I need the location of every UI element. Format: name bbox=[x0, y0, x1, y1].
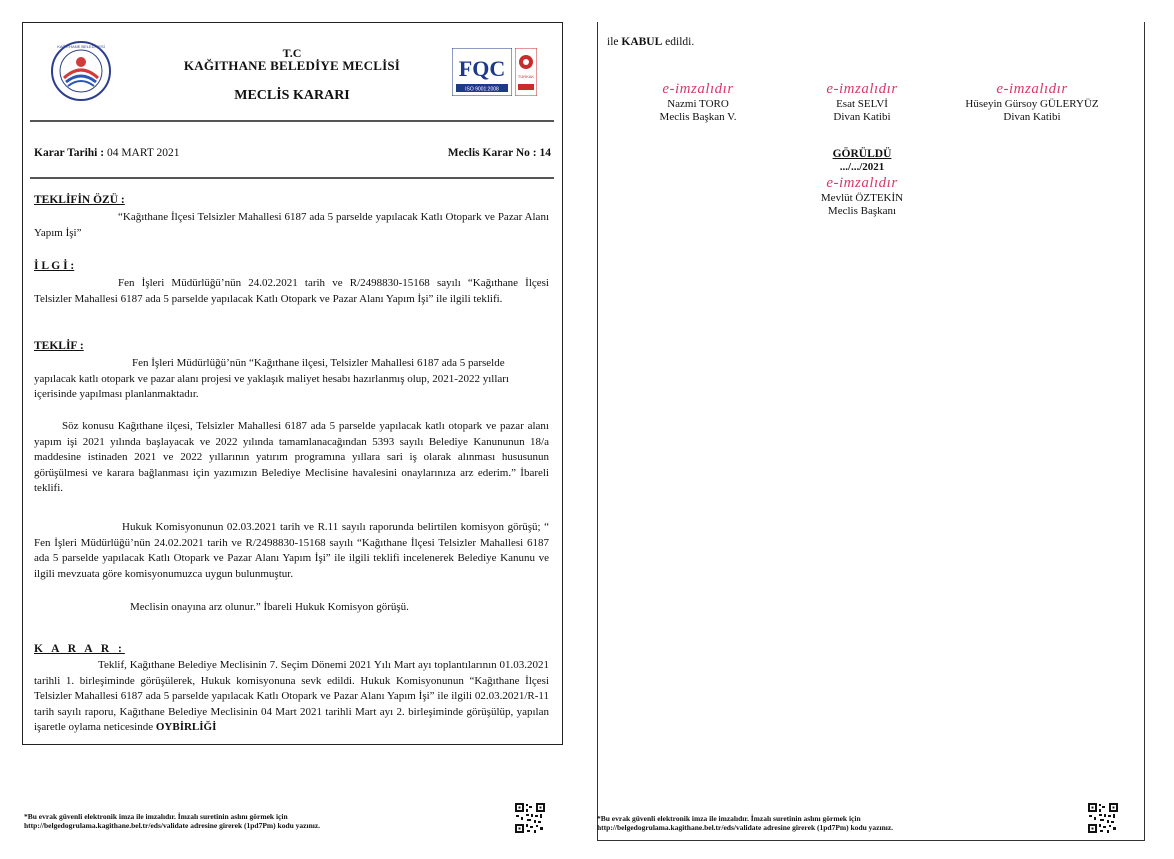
e-signature-mark: e-imzalıdır bbox=[662, 81, 734, 97]
karar-heading: K A R A R : bbox=[34, 643, 125, 655]
decision-result-line: ile KABUL edildi. bbox=[607, 36, 695, 48]
ilgi-heading: İ L G İ : bbox=[34, 260, 75, 272]
ilgi-text: Fen İşleri Müdürlüğü’nün 24.02.2021 tarih ve R/2498830-15168 sayılı “Kağıthane İlçesi Telsizler Mahallesi 6187 ada 5 parselde yapılacak Katlı Otopark ve Pazar Alanı Yapım İşi” ile ilgili teklifi. bbox=[34, 277, 549, 305]
karar-text: Teklif, Kağıthane Belediye Meclisinin 7. Seçim Dönemi 2021 Yılı Mart ayı toplantılarının 01.03.2021 tarihli 1. birleşiminde görüşülerek, Hukuk komisyonuna sevk edildi. Hukuk Komisyonunun “Kağıthane İlçesi Telsizler Mahallesi 6187 ada 5 parselde yapılacak Katlı Otopark ve Pazar Alanı Yapım İşi” ile ilgili 02.03.2021/R-11 tarih sayılı raporu, Kağıthane Belediye Meclisinin 04 Mart 2021 tarihli Mart ayı 2. birleşiminde görüşülüp, yapılan işaretle oylama neticesinde OYBİRLİĞİ bbox=[34, 659, 549, 733]
teklif-paragraph-2: Söz konusu Kağıthane ilçesi, Telsizler Mahallesi 6187 ada 5 parselde yapılacak katlı otopark ve pazar alanı yapım işi 2021 yılında başlayacak ve 2022 yılında tamamlanacağından 5393 sayılı Belediye Kanununun 18/a maddesine istinaden 2021 ve 2022 yıllarının yatırım programına yıllara sari iş olarak alınması hususunun görüşülmesi ve karara bağlanması için yazımızın Belediye Meclisine havalesini onaylarınıza arz ederim.” İbareli teklifi. bbox=[34, 420, 549, 494]
header-municipality: KAĞITHANE BELEDİYE MECLİSİ bbox=[183, 58, 401, 73]
meta-divider bbox=[30, 177, 554, 179]
approver-title: Meclis Başkanı bbox=[827, 205, 897, 217]
teklifin-ozu-heading: TEKLİFİN ÖZÜ : bbox=[34, 194, 125, 206]
signer-name: Nazmi TORO bbox=[667, 98, 729, 110]
svg-text:TÜRKAK: TÜRKAK bbox=[517, 74, 535, 79]
header-tc: T.C bbox=[282, 46, 302, 60]
e-signature-mark: e-imzalıdır bbox=[826, 81, 898, 97]
e-signature-mark: e-imzalıdır bbox=[826, 175, 898, 191]
teklif-heading: TEKLİF : bbox=[34, 340, 84, 352]
page-border-bottom bbox=[597, 840, 1145, 841]
e-signature-mark: e-imzalıdır bbox=[996, 81, 1068, 97]
teklifin-ozu-text: “Kağıthane İlçesi Telsizler Mahallesi 6187 ada 5 parselde yapılacak Katlı Otopark ve Pazar Alanı Yapım İşi” bbox=[34, 211, 549, 239]
decision-number: Meclis Karar No : 14 bbox=[447, 147, 551, 159]
qr-code bbox=[514, 802, 546, 834]
seal-text: KAĞITHANE BELEDİYESİ bbox=[57, 44, 105, 49]
fqc-certification-logo bbox=[452, 48, 512, 96]
signer-name: Hüseyin Gürsoy GÜLERYÜZ bbox=[965, 98, 1099, 110]
signature-block-3 bbox=[942, 80, 1122, 124]
page-border-left bbox=[597, 22, 598, 841]
qr-code bbox=[1087, 802, 1119, 834]
svg-text:ISO 9001:2008: ISO 9001:2008 bbox=[465, 86, 499, 93]
approval-date: .../.../2021 bbox=[839, 161, 885, 173]
municipality-seal-logo bbox=[50, 40, 112, 102]
signer-name: Esat SELVİ bbox=[836, 98, 888, 110]
footer-verification-note: *Bu evrak güvenli elektronik imza ile imzalıdır. İmzalı suretinin aslını görmek için http://belgedogrulama.kagithane.bel.tr/eds/validate adresine girerek (1pd7Pm) kodu yazınız. bbox=[597, 814, 894, 832]
signer-title: Divan Katibi bbox=[1003, 111, 1061, 123]
signature-block-2 bbox=[787, 80, 937, 124]
signer-title: Divan Katibi bbox=[833, 111, 891, 123]
signer-title: Meclis Başkan V. bbox=[659, 111, 737, 123]
footer-verification-note: *Bu evrak güvenli elektronik imza ile imzalıdır. İmzalı suretinin aslını görmek için http://belgedogrulama.kagithane.bel.tr/eds/validate adresine girerek (1pd7Pm) kodu yazınız. bbox=[24, 812, 321, 830]
approval-block bbox=[787, 148, 937, 218]
document-page-2 bbox=[597, 22, 1145, 841]
decision-date: Karar Tarihi : 04 MART 2021 bbox=[34, 147, 180, 159]
teklif-paragraph-1: Fen İşleri Müdürlüğü’nün “Kağıthane ilçesi, Telsizler Mahallesi 6187 ada 5 parselde yapılacak katlı otopark ve pazar alanı projesi ve yaklaşık maliyet hesabı hazırlanmış olup, 2021-2022 yılları içerisinde yapılması planlanmaktadır. bbox=[34, 357, 509, 400]
signature-block-1 bbox=[623, 80, 773, 124]
teklif-paragraph-4: Meclisin onayına arz olunur.” İbareli Hukuk Komisyon görüşü. bbox=[130, 601, 409, 613]
header-divider bbox=[30, 120, 554, 122]
approver-name: Mevlüt ÖZTEKİN bbox=[820, 192, 904, 204]
teklif-paragraph-3: Hukuk Komisyonunun 02.03.2021 tarih ve R.11 sayılı raporunda belirtilen komisyon görüşü; “ Fen İşleri Müdürlüğü’nün 24.02.2021 tarih ve R/2498830-15168 sayılı “Kağıthane İlçesi Telsizler Mahallesi 6187 ada 5 parselde yapılacak Katlı Otopark ve Pazar Alanı Yapım İşi” ile ilgili teklifi incelenerek Belediye Kanunu ve ilgili mevzuata göre komisyonumuzca uygun bulunmuştur. bbox=[34, 521, 549, 580]
svg-text:FQC: FQC bbox=[458, 56, 506, 81]
approval-heading: GÖRÜLDÜ bbox=[832, 148, 892, 160]
document-page-1 bbox=[22, 22, 563, 841]
document-type-title: MECLİS KARARI bbox=[234, 88, 350, 103]
page-border-right bbox=[1144, 22, 1145, 841]
turkak-accreditation-logo bbox=[515, 48, 537, 96]
